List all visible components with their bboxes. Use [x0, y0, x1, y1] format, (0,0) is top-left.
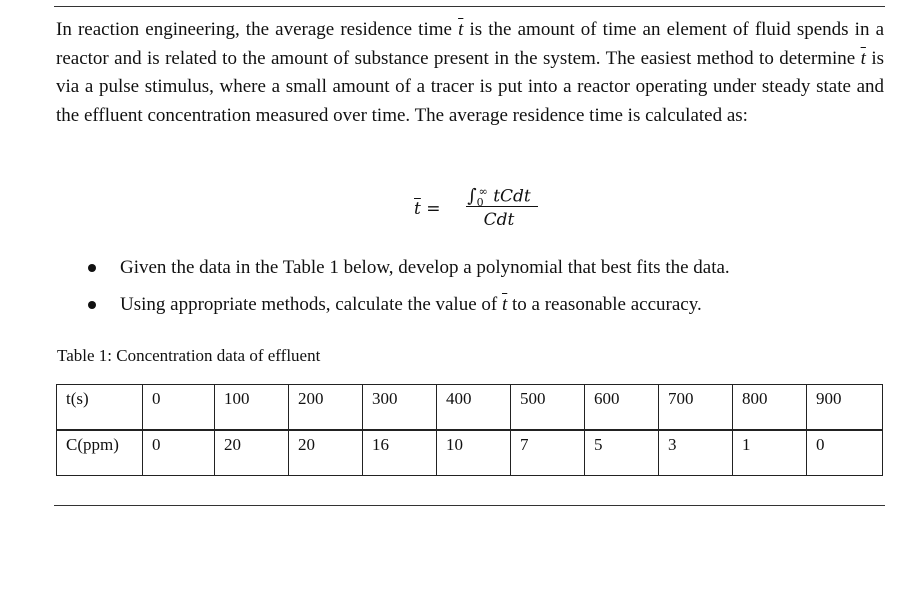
concentration-table — [56, 384, 883, 476]
table-cell: 5 — [585, 430, 659, 476]
task-item-1 — [86, 254, 730, 291]
table-cell: 0 — [143, 385, 215, 431]
top-rule — [54, 6, 885, 7]
tbar-symbol: $\overline{t}$ — [860, 47, 866, 69]
table-cell: 400 — [437, 385, 511, 431]
table-cell: 7 — [511, 430, 585, 476]
intro-text-2: is the amount of time an element of fluid spends in a reactor and is related to the amount of substance present in the system. The easiest method to determine — [56, 19, 885, 69]
table-cell: 100 — [215, 385, 289, 431]
numerator-text: tCdt — [493, 186, 531, 207]
formula-equals: = — [426, 199, 441, 219]
bottom-rule — [54, 505, 885, 506]
task-text-2a: Using appropriate methods, calculate the value of — [120, 294, 502, 315]
table-cell: 0 — [807, 430, 883, 476]
table-cell: 700 — [659, 385, 733, 431]
tbar-symbol: $\overline{t}$ — [458, 19, 464, 40]
row-header: t(s) — [57, 385, 143, 431]
task-text-1: Given the data in the Table 1 below, develop a polynomial that best fits the data. — [120, 257, 730, 278]
integral-sign: ∫ — [467, 185, 477, 207]
formula-tbar: $\overline{t}$ — [414, 199, 421, 219]
integral-upper-limit: ∞ — [478, 185, 488, 198]
formula-numerator — [454, 178, 544, 210]
task-list — [86, 254, 730, 328]
table-cell: 20 — [289, 430, 363, 476]
table-cell: 900 — [807, 385, 883, 431]
table-cell: 3 — [659, 430, 733, 476]
table-cell: 500 — [511, 385, 585, 431]
bullet-icon — [88, 264, 96, 272]
intro-paragraph — [56, 16, 884, 130]
formula-fraction — [454, 178, 544, 233]
table-cell: 300 — [363, 385, 437, 431]
table-row-time — [57, 385, 883, 431]
intro-text-1: In reaction engineering, the average residence time — [56, 19, 459, 40]
task-text-2b: to a reasonable accuracy. — [507, 294, 702, 315]
row-header: C(ppm) — [57, 430, 143, 476]
table-cell: 10 — [437, 430, 511, 476]
table-cell: 1 — [733, 430, 807, 476]
table-cell: 200 — [289, 385, 363, 431]
intro-text-3: is via a pulse stimulus, where a small amount of a tracer is put into a reactor operating under steady state and the effluent concentration measured over time. The average residence time is calculated as: — [56, 47, 884, 126]
tbar-symbol: $\overline{t}$ — [501, 294, 508, 315]
table-row-concentration — [57, 430, 883, 476]
table-cell: 600 — [585, 385, 659, 431]
table-cell: 0 — [143, 430, 215, 476]
formula-lhs — [414, 199, 441, 219]
table-cell: 800 — [733, 385, 807, 431]
table-cell: 20 — [215, 430, 289, 476]
integral-lower-limit: 0 — [476, 196, 484, 210]
table-cell: 16 — [363, 430, 437, 476]
formula-denominator: Cdt — [483, 210, 515, 230]
table-caption: Table 1: Concentration data of effluent — [57, 346, 321, 365]
bullet-icon — [88, 301, 96, 309]
task-item-2 — [86, 291, 730, 328]
